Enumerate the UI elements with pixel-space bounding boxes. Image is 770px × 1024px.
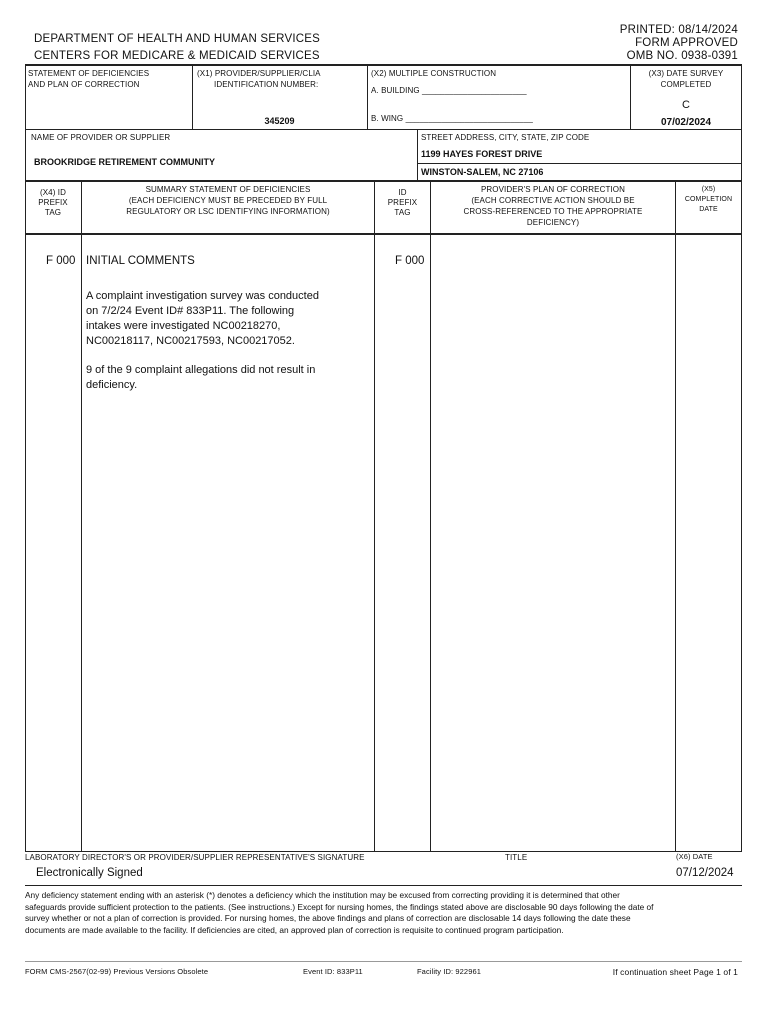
id-header-3: TAG <box>394 208 411 217</box>
event-id: Event ID: 833P11 <box>303 967 363 976</box>
frame-left <box>25 64 26 852</box>
signature-label: LABORATORY DIRECTOR'S OR PROVIDER/SUPPLIER REPRESENTATIVE'S SIGNATURE <box>25 853 365 862</box>
title-label: TITLE <box>505 853 528 862</box>
entry-para2-line2: deficiency. <box>86 379 138 391</box>
x5-header-3: DATE <box>699 206 718 213</box>
facility-id: Facility ID: 922961 <box>417 967 482 976</box>
col-divider-2 <box>374 181 375 852</box>
entry-para1-line1: A complaint investigation survey was conducted <box>86 290 319 302</box>
signature-date: 07/12/2024 <box>676 867 734 879</box>
x2-label: (X2) MULTIPLE CONSTRUCTION <box>371 69 497 78</box>
printed-date: PRINTED: 08/14/2024 <box>619 24 738 36</box>
statement-label-1: STATEMENT OF DEFICIENCIES <box>28 69 150 78</box>
id-header-1: ID <box>398 188 407 197</box>
agency-name: CENTERS FOR MEDICARE & MEDICAID SERVICES <box>34 50 320 62</box>
provider-name: BROOKRIDGE RETIREMENT COMMUNITY <box>34 157 215 167</box>
plan-header-4: DEFICIENCY) <box>526 218 580 227</box>
frame-right <box>741 64 742 852</box>
x3-label-1: (X3) DATE SURVEY <box>648 69 724 78</box>
entry-para1-line4: NC00218117, NC00217593, NC00217052. <box>86 335 295 347</box>
x4-header-3: TAG <box>44 208 62 217</box>
department-name: DEPARTMENT OF HEALTH AND HUMAN SERVICES <box>34 33 320 45</box>
divider-top-row <box>25 129 742 130</box>
plan-header-3: CROSS-REFERENCED TO THE APPROPRIATE <box>463 207 643 216</box>
x2-building: A. BUILDING _______________________ <box>371 86 527 95</box>
x2-wing: B. WING ____________________________ <box>371 114 533 123</box>
street-address: 1199 HAYES FOREST DRIVE <box>421 149 543 159</box>
x5-header-1: (X5) <box>701 186 716 193</box>
provider-name-label: NAME OF PROVIDER OR SUPPLIER <box>31 133 171 142</box>
divider-x2 <box>367 64 368 130</box>
omb-number: OMB NO. 0938-0391 <box>626 50 738 62</box>
col-divider-1 <box>81 181 82 852</box>
entry-title: INITIAL COMMENTS <box>86 255 195 267</box>
provider-id-number: 345209 <box>264 116 295 126</box>
divider-signature <box>25 885 742 886</box>
entry-para1-line3: intakes were investigated NC00218270, <box>86 320 281 332</box>
summary-header-3: REGULATORY OR LSC IDENTIFYING INFORMATION) <box>126 207 330 216</box>
entry-prefix-tag-left: F 000 <box>46 255 76 267</box>
divider-provider <box>417 129 418 181</box>
x3-label-2: COMPLETED <box>660 80 712 89</box>
frame-top <box>25 64 742 66</box>
divider-body-bottom <box>25 851 742 852</box>
col-divider-3 <box>430 181 431 852</box>
electronic-signature: Electronically Signed <box>36 867 143 879</box>
x4-header-2: PREFIX <box>38 198 68 207</box>
divider-column-header <box>25 233 742 235</box>
statement-label-2: AND PLAN OF CORRECTION <box>28 80 140 89</box>
col-divider-4 <box>675 181 676 852</box>
x4-header-1: (X4) ID <box>39 188 67 197</box>
page-number: If continuation sheet Page 1 of 1 <box>612 967 738 977</box>
entry-para1-line2: on 7/2/24 Event ID# 833P11. The following <box>86 305 295 317</box>
divider-provider-row <box>25 180 742 182</box>
x1-label-2: IDENTIFICATION NUMBER: <box>214 80 319 89</box>
survey-code: C <box>682 99 690 111</box>
x6-date-label: (X6) DATE <box>676 852 713 861</box>
disclaimer-text: Any deficiency statement ending with an asterisk (*) denotes a deficiency which the institution may be excused from correcting providing it is determined that other safeguards provide sufficient protection to the patients. (See instructions.) Except for nursing homes, the findings stated above are disclosable 90 days following the date of survey whether or not a plan of correction is provided. For nursing homes, the above findings and plans of correction are disclosable 14 days following the date these documents are made available to the facility. If deficiencies are cited, an approved plan of correction is requisite to continued program participation. <box>25 890 654 935</box>
x1-label-1: (X1) PROVIDER/SUPPLIER/CLIA <box>197 69 321 78</box>
form-approved: FORM APPROVED <box>635 37 738 49</box>
divider-address <box>417 163 742 164</box>
plan-header-2: (EACH CORRECTIVE ACTION SHOULD BE <box>471 196 635 205</box>
footer-rule <box>25 961 742 962</box>
id-header-2: PREFIX <box>387 198 418 207</box>
plan-header-1: PROVIDER'S PLAN OF CORRECTION <box>480 185 625 194</box>
survey-date: 07/02/2024 <box>660 117 712 128</box>
x5-header-2: COMPLETION <box>684 196 733 203</box>
city-state-zip: WINSTON-SALEM, NC 27106 <box>421 167 544 177</box>
summary-header-1: SUMMARY STATEMENT OF DEFICIENCIES <box>145 185 311 194</box>
summary-header-2: (EACH DEFICIENCY MUST BE PRECEDED BY FULL <box>128 196 328 205</box>
form-number: FORM CMS-2567(02-99) Previous Versions Obsolete <box>25 967 209 976</box>
address-label: STREET ADDRESS, CITY, STATE, ZIP CODE <box>421 133 590 142</box>
entry-prefix-tag-right: F 000 <box>395 255 425 267</box>
entry-para2-line1: 9 of the 9 complaint allegations did not result in <box>86 364 316 376</box>
